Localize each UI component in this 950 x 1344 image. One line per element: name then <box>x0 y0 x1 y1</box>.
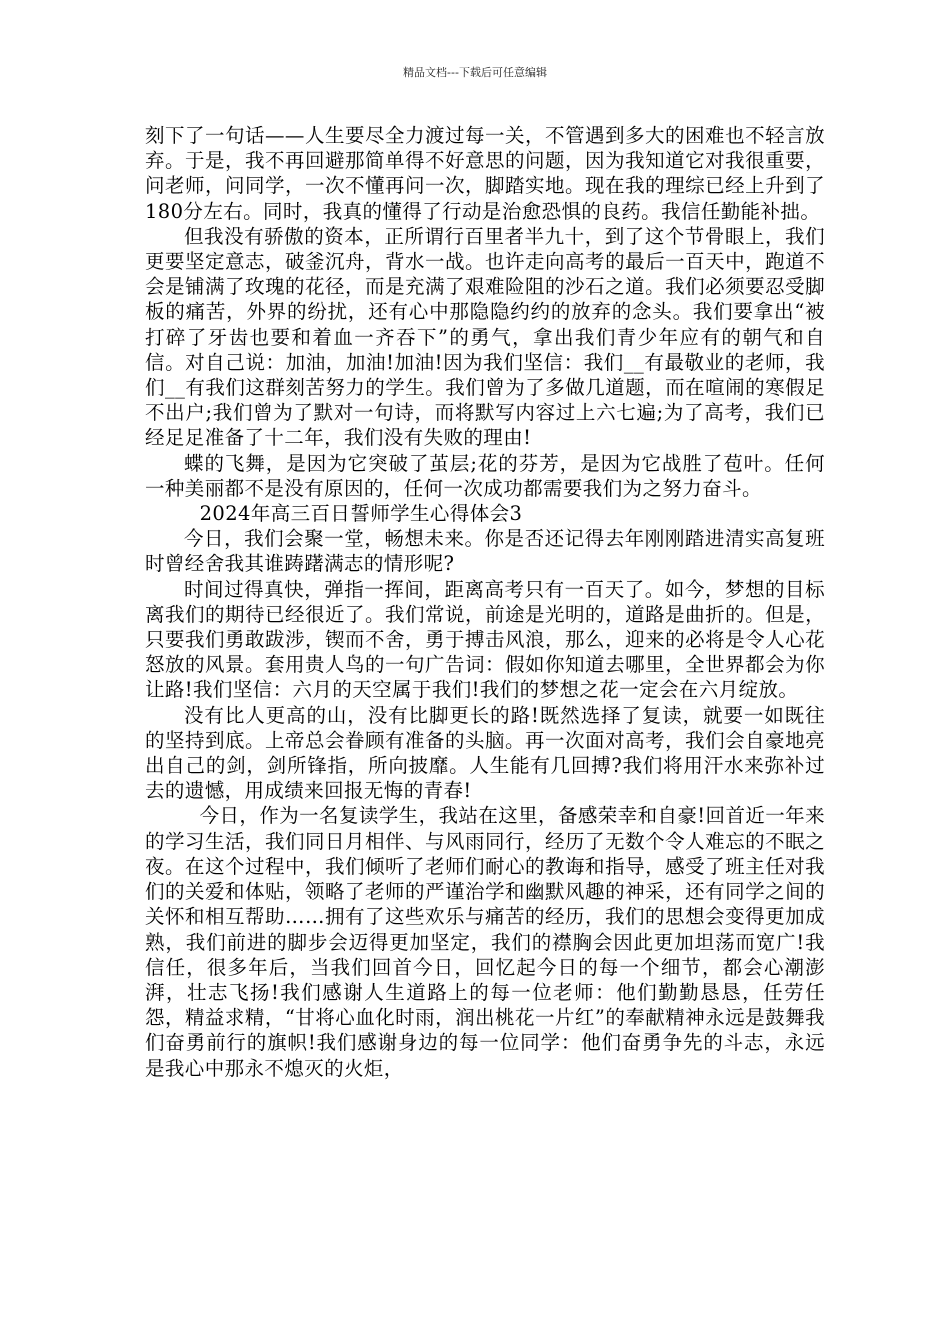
paragraph: 刻下了一句话——人生要尽全力渡过每一关，不管遇到多大的困难也不轻言放弃。于是，我不再回避那简单得不好意思的问题，因为我知道它对我很重要，问老师，问同学，一次不懂再问一次，脚踏实地。现在我的理综已经上升到了180分左右。同时，我真的懂得了行动是治愈恐惧的良药。我信任勤能补拙。 <box>145 124 825 223</box>
section-heading: 2024年高三百日誓师学生心得体会3 <box>199 502 523 526</box>
paragraph: 时间过得真快，弹指一挥间，距离高考只有一百天了。如今，梦想的目标离我们的期待已经很近了。我们常说，前途是光明的，道路是曲折的。但是，只要我们勇敢跋涉，锲而不舍，勇于搏击风浪，那么，迎来的必将是令人心花怒放的风景。套用贵人鸟的一句广告词：假如你知道去哪里，全世界都会为你让路!我们坚信：六月的天空属于我们!我们的梦想之花一定会在六月绽放。 <box>145 577 825 702</box>
paragraph: 蝶的飞舞，是因为它突破了茧层;花的芬芳，是因为它战胜了苞叶。任何一种美丽都不是没有原因的，任何一次成功都需要我们为之努力奋斗。 <box>145 451 825 500</box>
paragraph: 今日，我们会聚一堂，畅想未来。你是否还记得去年刚刚踏进清实高复班时曾经舍我其谁踌躇满志的情形呢? <box>145 527 825 576</box>
paragraph: 但我没有骄傲的资本，正所谓行百里者半九十，到了这个节骨眼上，我们更要坚定意志，破釜沉舟，背水一战。也许走向高考的最后一百天中，跑道不会是铺满了玫瑰的花径，而是充满了艰难险阻的沙石之道。我们必须要忍受脚板的痛苦，外界的纷扰，还有心中那隐隐约约的放弃的念头。我们要拿出“被打碎了牙齿也要和着血一齐吞下”的勇气，拿出我们青少年应有的朝气和自信。对自己说：加油，加油!加油!因为我们坚信：我们__有最敬业的老师，我们__有我们这群刻苦努力的学生。我们曾为了多做几道题，而在喧闹的寒假足不出户;我们曾为了默对一句诗，而将默写内容过上六七遍;为了高考，我们已经足足准备了十二年，我们没有失败的理由! <box>145 224 825 450</box>
paragraph: 今日，作为一名复读学生，我站在这里，备感荣幸和自豪!回首近一年来的学习生活，我们同日月相伴、与风雨同行，经历了无数个令人难忘的不眠之夜。在这个过程中，我们倾听了老师们耐心的教诲和指导，感受了班主任对我们的关爱和体贴，领略了老师的严谨治学和幽默风趣的神采，还有同学之间的关怀和相互帮助……拥有了这些欢乐与痛苦的经历，我们的思想会变得更加成熟，我们前进的脚步会迈得更加坚定，我们的襟胸会因此更加坦荡而宽广!我信任，很多年后，当我们回首今日，回忆起今日的每一个细节，都会心潮澎湃，壮志飞扬!我们感谢人生道路上的每一位老师：他们勤勤恳恳，任劳任怨，精益求精，“甘将心血化时雨，润出桃花一片红”的奉献精神永远是鼓舞我们奋勇前行的旗帜!我们感谢身边的每一位同学：他们奋勇争先的斗志，永远是我心中那永不熄灭的火炬， <box>145 804 825 1080</box>
paragraph: 没有比人更高的山，没有比脚更长的路!既然选择了复读，就要一如既往的坚持到底。上帝总会眷顾有准备的头脑。再一次面对高考，我们会自豪地亮出自己的剑，剑所锋指，所向披靡。人生能有几回搏?我们将用汗水来弥补过去的遗憾，用成绩来回报无悔的青春! <box>145 703 825 803</box>
page-header: 精品文档---下载后可任意编辑 <box>403 66 547 79</box>
document-body <box>145 123 825 1081</box>
